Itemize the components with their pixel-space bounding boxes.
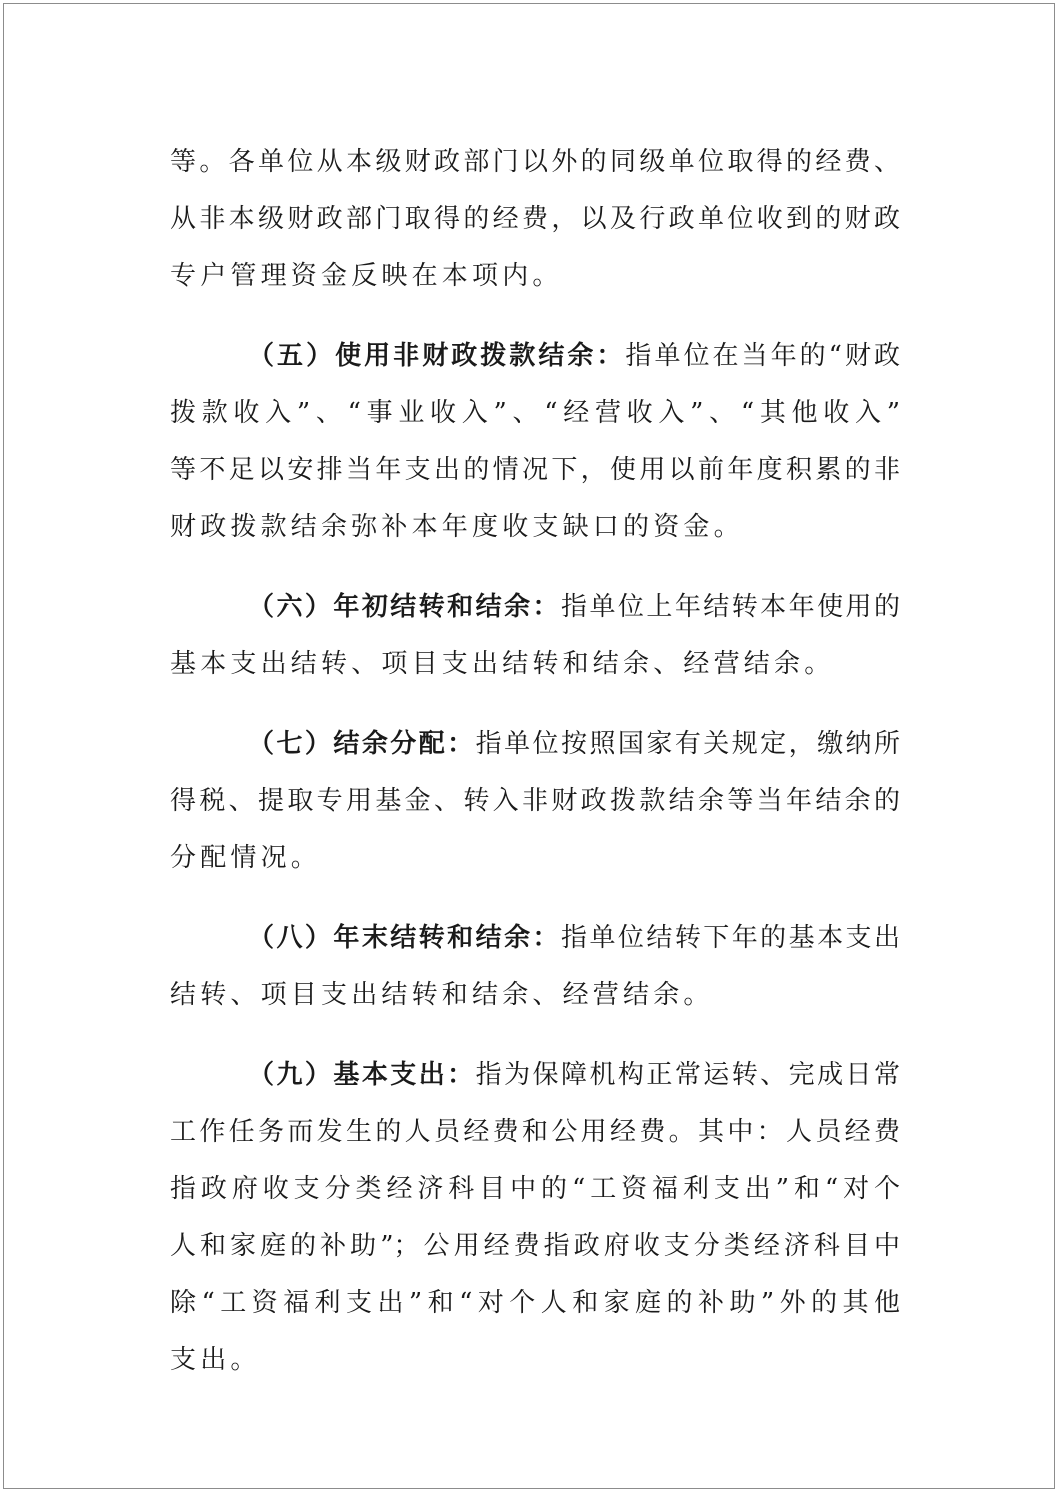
text-line: 等不足以安排当年支出的情况下，使用以前年度积累的非	[170, 455, 900, 485]
text-line	[170, 910, 900, 967]
paragraph-item-9	[170, 1047, 900, 1389]
text-line: 工作任务而发生的人员经费和公用经费。其中：人员经费	[170, 1117, 900, 1147]
term-heading: （七）结余分配：	[248, 729, 476, 759]
paragraph-item-5	[170, 328, 900, 556]
text-line: 结转、项目支出结转和结余、经营结余。	[170, 980, 714, 1010]
document-body	[170, 134, 900, 1412]
paragraph-item-6	[170, 579, 900, 693]
text-line: 从非本级财政部门取得的经费，以及行政单位收到的财政	[170, 204, 900, 234]
term-definition: 指单位按照国家有关规定，缴纳所	[475, 729, 900, 759]
term-heading: （九）基本支出：	[248, 1060, 476, 1090]
text-line: 专户管理资金反映在本项内。	[170, 261, 563, 291]
paragraph-item-8	[170, 910, 900, 1024]
text-line: 指政府收支分类经济科目中的“工资福利支出”和“对个	[170, 1174, 900, 1204]
text-line	[170, 328, 900, 385]
term-definition: 指单位结转下年的基本支出	[561, 923, 900, 953]
text-line: 支出。	[170, 1345, 261, 1375]
paragraph-item-7	[170, 716, 900, 887]
paragraph-continuation	[170, 134, 900, 305]
text-line: 人和家庭的补助”；公用经费指政府收支分类经济科目中	[170, 1231, 900, 1261]
text-line: 分配情况。	[170, 843, 322, 873]
text-line: 除“工资福利支出”和“对个人和家庭的补助”外的其他	[170, 1288, 900, 1318]
text-line: 得税、提取专用基金、转入非财政拨款结余等当年结余的	[170, 786, 900, 816]
text-line: 拨款收入”、“事业收入”、“经营收入”、“其他收入”	[170, 398, 900, 428]
text-line: 基本支出结转、项目支出结转和结余、经营结余。	[170, 649, 835, 679]
term-definition: 指单位在当年的“财政	[625, 341, 900, 371]
page	[3, 3, 1055, 1489]
text-line: 财政拨款结余弥补本年度收支缺口的资金。	[170, 512, 744, 542]
text-line	[170, 716, 900, 773]
text-line	[170, 579, 900, 636]
term-heading: （五）使用非财政拨款结余：	[248, 341, 626, 371]
term-definition: 指为保障机构正常运转、完成日常	[475, 1060, 900, 1090]
text-line	[170, 1047, 900, 1104]
term-heading: （六）年初结转和结余：	[248, 592, 561, 622]
text-line: 等。各单位从本级财政部门以外的同级单位取得的经费、	[170, 147, 900, 177]
term-definition: 指单位上年结转本年使用的	[561, 592, 900, 622]
term-heading: （八）年末结转和结余：	[248, 923, 561, 953]
